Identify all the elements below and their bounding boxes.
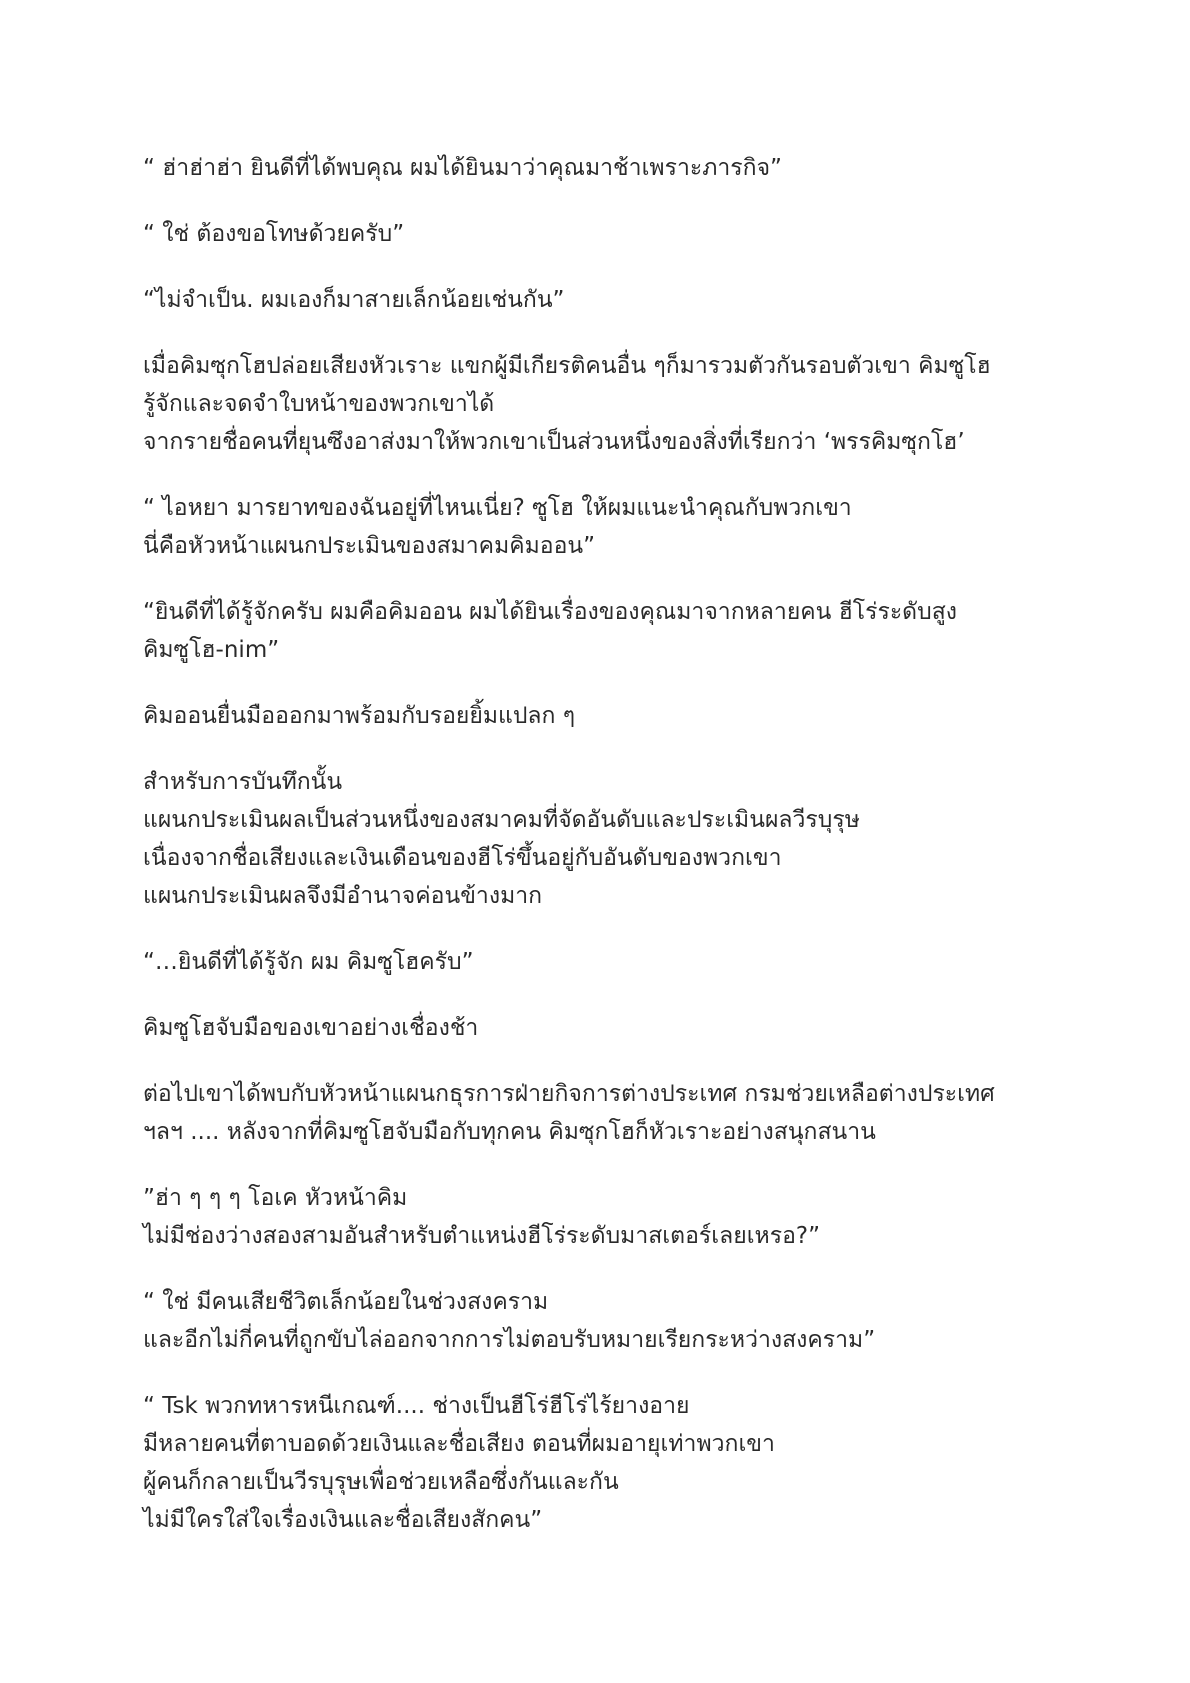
text-line: “ ใช่ ต้องขอโทษด้วยครับ” [143, 221, 405, 247]
paragraph [143, 763, 1073, 915]
text-line: จากรายชื่อคนที่ยุนซึงอาส่งมาให้พวกเขาเป็นส่วนหนึ่งของสิ่งที่เรียกว่า ‘พรรคิมซุกโฮ’ [143, 429, 965, 455]
text-line: เมื่อคิมซุกโฮปล่อยเสียงหัวเราะ แขกผู้มีเกียรติคนอื่น ๆก็มารวมตัวกันรอบตัวเขา คิมซูโฮ [143, 353, 991, 379]
text-line: รู้จักและจดจำใบหน้าของพวกเขาได้ [143, 391, 495, 417]
text-line: มีหลายคนที่ตาบอดด้วยเงินและชื่อเสียง ตอนที่ผมอายุเท่าพวกเขา [143, 1431, 775, 1457]
text-line: “ Tsk พวกทหารหนีเกณฑ์.... ช่างเป็นฮีโร่ฮีโร่ไร้ยางอาย [143, 1393, 690, 1419]
paragraph [143, 281, 1073, 319]
paragraph [143, 149, 1073, 187]
paragraph [143, 1075, 1073, 1151]
text-line: แผนกประเมินผลเป็นส่วนหนึ่งของสมาคมที่จัดอันดับและประเมินผลวีรบุรุษ [143, 807, 860, 833]
paragraph [143, 593, 1073, 669]
text-line: คิมซูโฮจับมือของเขาอย่างเชื่องช้า [143, 1015, 479, 1041]
text-line: แผนกประเมินผลจึงมีอำนาจค่อนข้างมาก [143, 883, 543, 909]
paragraph [143, 697, 1073, 735]
text-line: “ไม่จำเป็น. ผมเองก็มาสายเล็กน้อยเช่นกัน” [143, 287, 565, 313]
text-line: “ ฮ่าฮ่าฮ่า ยินดีที่ได้พบคุณ ผมได้ยินมาว่าคุณมาช้าเพราะภารกิจ” [143, 155, 782, 181]
text-line: สำหรับการบันทึกนั้น [143, 769, 343, 795]
text-line: ฯลฯ .... หลังจากที่คิมซูโฮจับมือกับทุกคน คิมซุกโฮก็หัวเราะอย่างสนุกสนาน [143, 1119, 876, 1145]
text-line: คิมซูโฮ-nim” [143, 637, 280, 663]
text-line: เนื่องจากชื่อเสียงและเงินเดือนของฮีโร่ขึ้นอยู่กับอันดับของพวกเขา [143, 845, 782, 871]
text-line: “ ไอหยา มารยาทของฉันอยู่ที่ไหนเนี่ย? ซูโฮ ให้ผมแนะนำคุณกับพวกเขา [143, 495, 852, 521]
paragraph [143, 943, 1073, 981]
text-line: ไม่มีช่องว่างสองสามอันสำหรับตำแหน่งฮีโร่ระดับมาสเตอร์เลยเหรอ?” [143, 1223, 821, 1249]
text-line: “ ใช่ มีคนเสียชีวิตเล็กน้อยในช่วงสงคราม [143, 1289, 549, 1315]
paragraph [143, 347, 1073, 461]
text-line: ผู้คนก็กลายเป็นวีรบุรุษเพื่อช่วยเหลือซึ่งกันและกัน [143, 1469, 619, 1495]
paragraph [143, 1179, 1073, 1255]
paragraph [143, 489, 1073, 565]
document-body [143, 149, 1073, 1567]
paragraph [143, 215, 1073, 253]
paragraph [143, 1387, 1073, 1539]
text-line: และอีกไม่กี่คนที่ถูกขับไล่ออกจากการไม่ตอบรับหมายเรียกระหว่างสงคราม” [143, 1327, 876, 1353]
text-line: คิมออนยื่นมือออกมาพร้อมกับรอยยิ้มแปลก ๆ [143, 703, 576, 729]
paragraph [143, 1009, 1073, 1047]
paragraph [143, 1283, 1073, 1359]
text-line: นี่คือหัวหน้าแผนกประเมินของสมาคมคิมออน” [143, 533, 596, 559]
text-line: “ยินดีที่ได้รู้จักครับ ผมคือคิมออน ผมได้ยินเรื่องของคุณมาจากหลายคน ฮีโร่ระดับสูง [143, 599, 957, 625]
text-line: ไม่มีใครใส่ใจเรื่องเงินและชื่อเสียงสักคน” [143, 1507, 543, 1533]
text-line: ต่อไปเขาได้พบกับหัวหน้าแผนกธุรการฝ่ายกิจการต่างประเทศ กรมช่วยเหลือต่างประเทศ [143, 1081, 995, 1107]
text-line: “…ยินดีที่ได้รู้จัก ผม คิมซูโฮครับ” [143, 949, 474, 975]
text-line: ”ฮ่า ๆ ๆ ๆ โอเค หัวหน้าคิม [143, 1185, 408, 1211]
